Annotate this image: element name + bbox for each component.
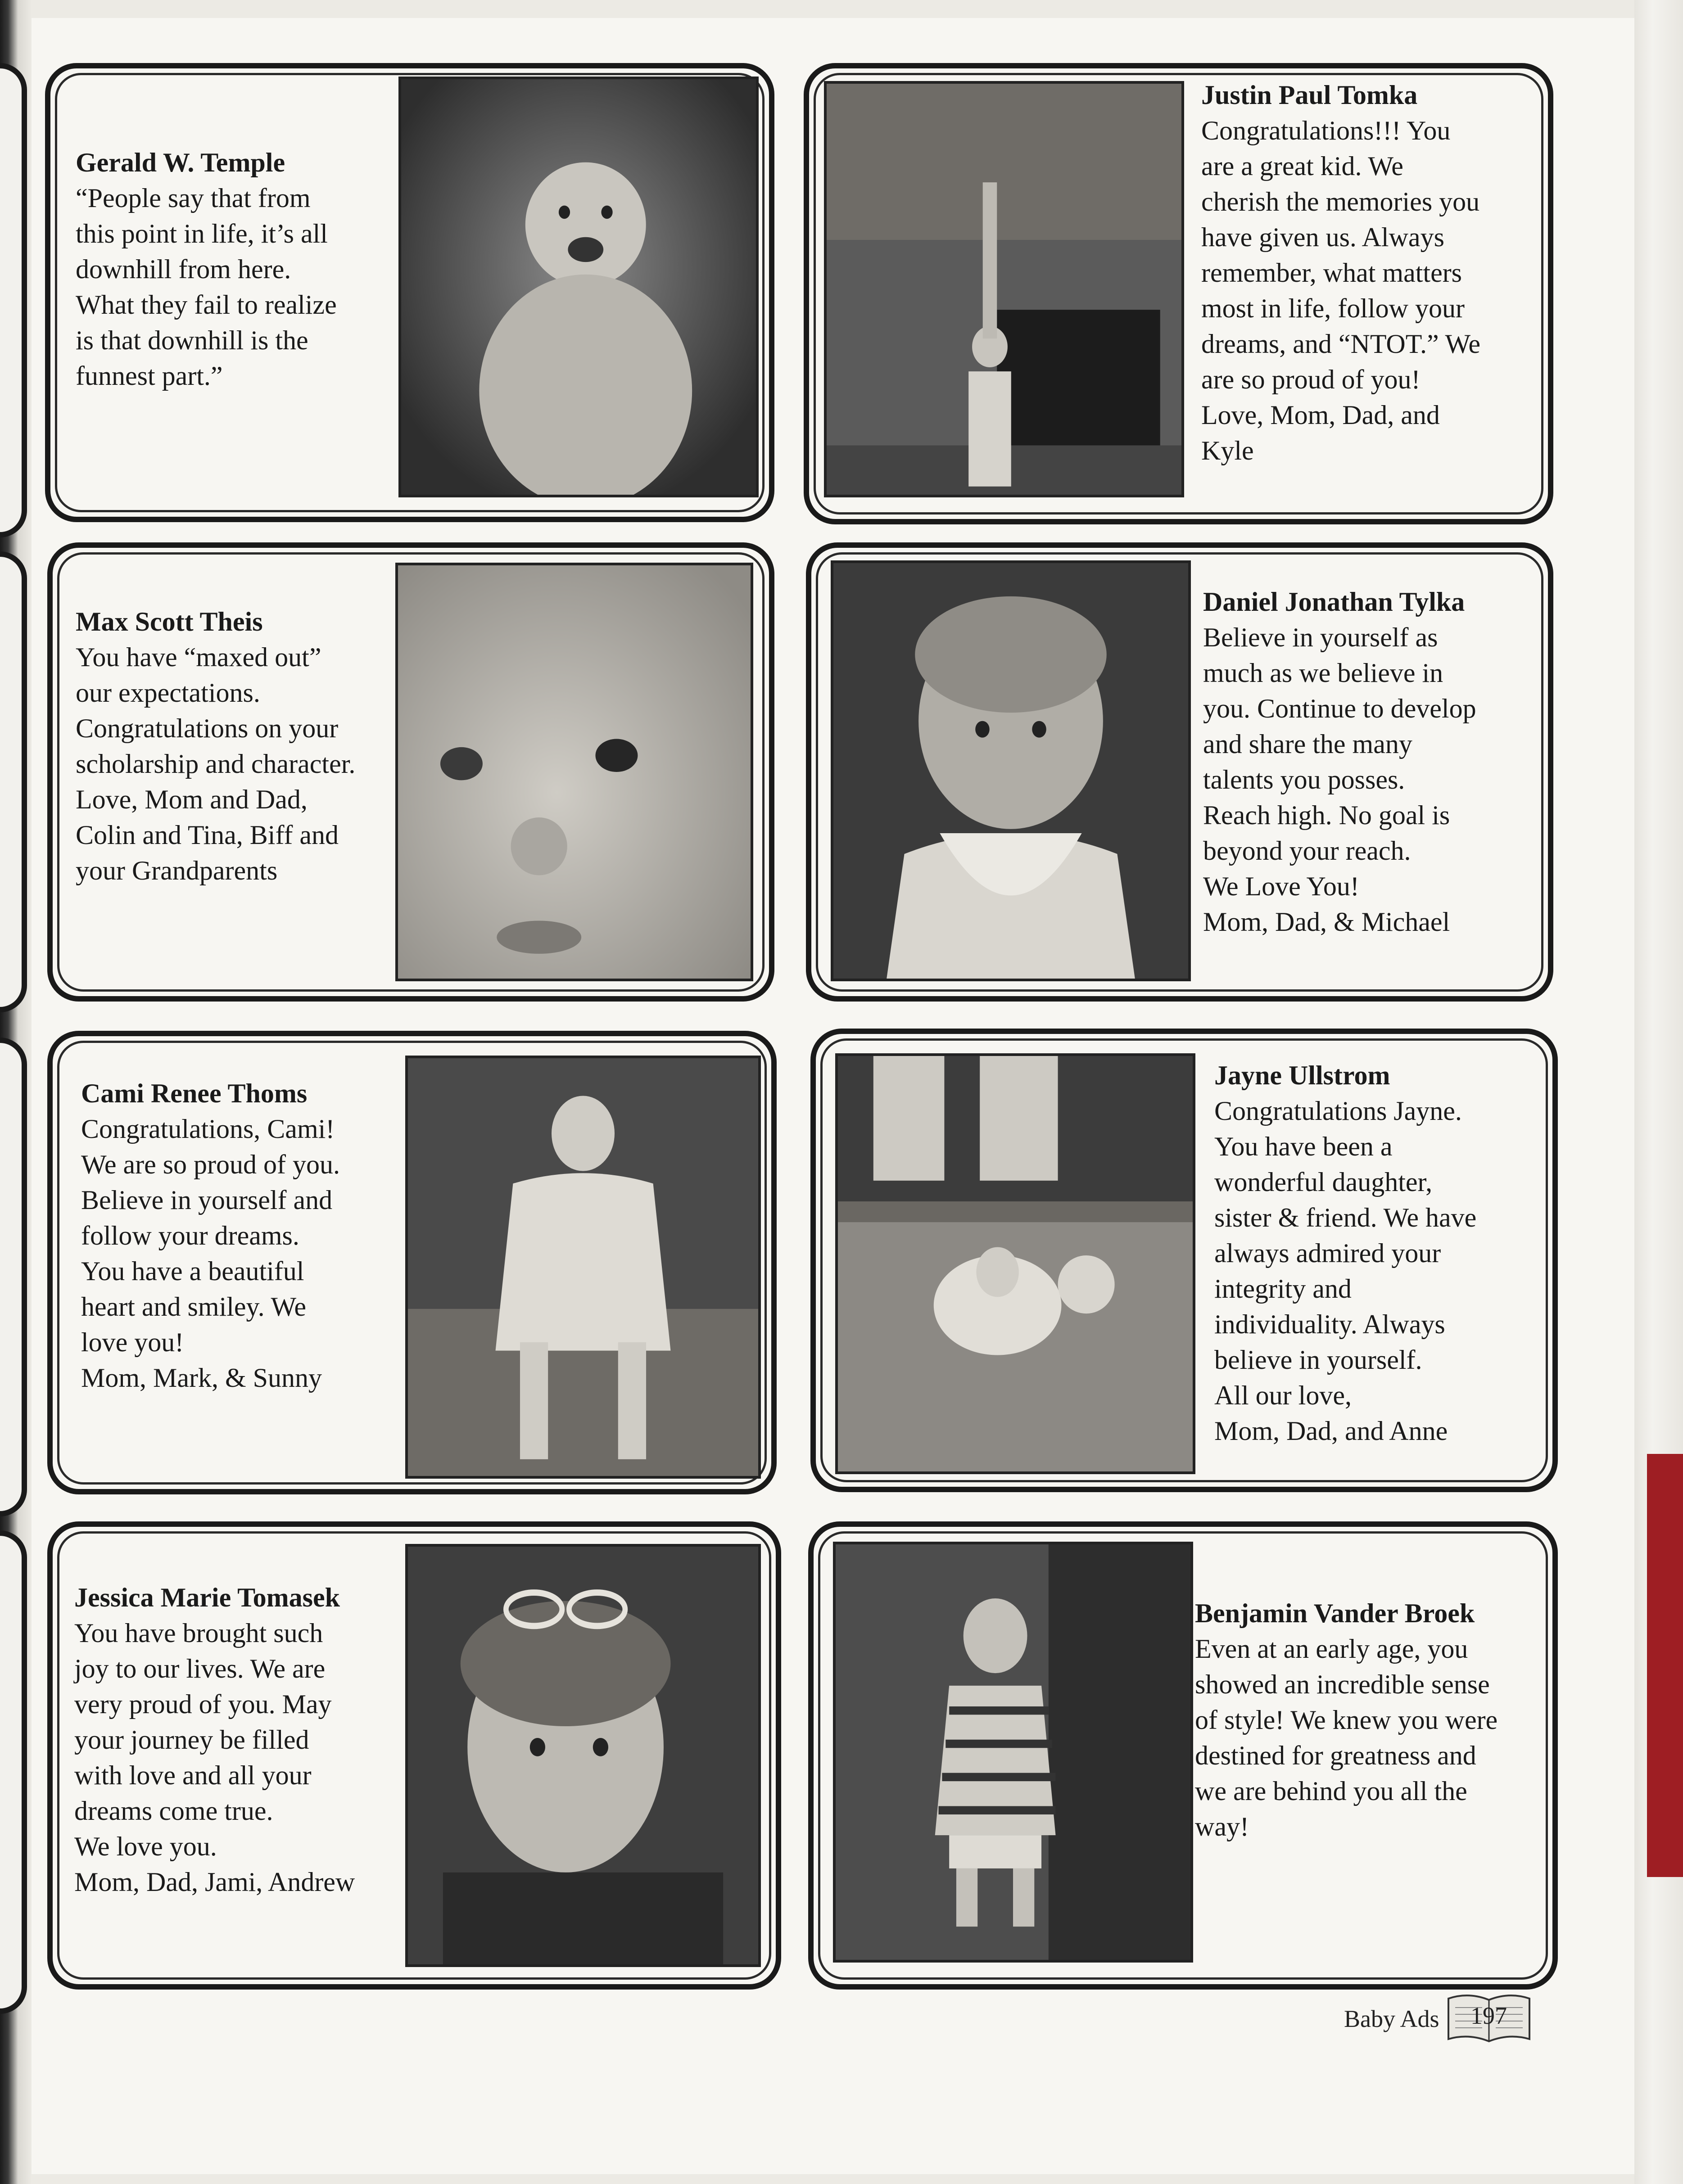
baby-photo [405, 1056, 761, 1479]
message-line: this point in life, it’s all [76, 219, 328, 248]
message-line: we are behind you all the [1195, 1776, 1467, 1806]
message-line: Congratulations Jayne. [1214, 1096, 1462, 1126]
message-line: cherish the memories you [1201, 187, 1480, 217]
message-line: Congratulations, Cami! [81, 1114, 335, 1144]
message-line: you. Continue to develop [1203, 694, 1476, 723]
child-name: Justin Paul Tomka [1201, 80, 1418, 110]
ad-message [76, 145, 337, 394]
message-line: remember, what matters [1201, 258, 1462, 288]
child-name: Daniel Jonathan Tylka [1203, 587, 1465, 617]
message-line: Even at an early age, you [1195, 1634, 1468, 1664]
message-line: You have brought such [74, 1618, 323, 1648]
message-line: We are so proud of you. [81, 1150, 340, 1179]
message-line: What they fail to realize [76, 290, 337, 320]
message-line: and share the many [1203, 729, 1412, 759]
baby-photo [405, 1544, 761, 1967]
message-line: your journey be filled [74, 1725, 309, 1755]
message-line: Love, Mom and Dad, [76, 785, 308, 814]
baby-photo [824, 81, 1184, 497]
message-line: All our love, [1214, 1381, 1352, 1410]
message-line: always admired your [1214, 1238, 1441, 1268]
message-line: beyond your reach. [1203, 836, 1411, 866]
message-line: Colin and Tina, Biff and [76, 820, 339, 850]
message-line: You have “maxed out” [76, 642, 321, 672]
message-line: our expectations. [76, 678, 260, 708]
message-line: We love you. [74, 1832, 217, 1861]
message-line: destined for greatness and [1195, 1741, 1476, 1770]
message-line: We Love You! [1203, 871, 1359, 901]
message-line: of style! We knew you were [1195, 1705, 1498, 1735]
message-line: talents you posses. [1203, 765, 1405, 794]
message-line: Congratulations on your [76, 713, 339, 743]
message-line: You have been a [1214, 1132, 1393, 1161]
message-line: sister & friend. We have [1214, 1203, 1477, 1232]
message-line: integrity and [1214, 1274, 1352, 1304]
message-line: with love and all your [74, 1760, 312, 1790]
message-line: Mom, Dad, & Michael [1203, 907, 1450, 937]
baby-photo [395, 563, 753, 981]
message-line: much as we believe in [1203, 658, 1443, 688]
child-name: Jessica Marie Tomasek [74, 1583, 340, 1612]
message-line: Mom, Dad, and Anne [1214, 1416, 1448, 1446]
facing-page-panel [0, 1530, 27, 2014]
message-line: very proud of you. May [74, 1689, 332, 1719]
message-line: Congratulations!!! You [1201, 116, 1451, 145]
message-line: most in life, follow your [1201, 293, 1465, 323]
message-line: dreams come true. [74, 1796, 273, 1826]
message-line: your Grandparents [76, 856, 278, 885]
message-line: joy to our lives. We are [74, 1654, 326, 1683]
message-line: Kyle [1201, 436, 1254, 465]
message-line: Mom, Dad, Jami, Andrew [74, 1867, 355, 1897]
message-line: You have a beautiful [81, 1256, 304, 1286]
message-line: dreams, and “NTOT.” We [1201, 329, 1480, 359]
message-line: Believe in yourself and [81, 1185, 333, 1215]
message-line: Reach high. No goal is [1203, 800, 1450, 830]
child-name: Jayne Ullstrom [1214, 1060, 1390, 1090]
message-line: funnest part.” [76, 361, 223, 391]
baby-photo [398, 77, 759, 497]
message-line: way! [1195, 1812, 1249, 1841]
section-label: Baby Ads [1344, 2005, 1439, 2032]
message-line: follow your dreams. [81, 1221, 299, 1250]
ad-message [1203, 584, 1476, 940]
message-line: have given us. Always [1201, 222, 1444, 252]
message-line: downhill from here. [76, 254, 291, 284]
message-line: wonderful daughter, [1214, 1167, 1433, 1197]
page-number: 197 [1470, 2002, 1507, 2029]
baby-photo [835, 1053, 1195, 1474]
message-line: are a great kid. We [1201, 151, 1403, 181]
message-line: are so proud of you! [1201, 365, 1421, 394]
ad-message [74, 1580, 355, 1900]
ad-message [1195, 1596, 1498, 1845]
message-line: individuality. Always [1214, 1309, 1445, 1339]
child-name: Max Scott Theis [76, 607, 263, 636]
message-line: Love, Mom, Dad, and [1201, 400, 1440, 430]
message-line: is that downhill is the [76, 325, 308, 355]
message-line: love you! [81, 1327, 184, 1357]
ad-message [76, 604, 355, 889]
facing-page-panel [0, 1038, 27, 1516]
child-name: Benjamin Vander Broek [1195, 1598, 1475, 1628]
message-line: “People say that from [76, 183, 311, 213]
baby-photo [831, 560, 1191, 981]
ad-message [81, 1076, 340, 1396]
baby-photo [833, 1542, 1193, 1963]
message-line: Believe in yourself as [1203, 623, 1438, 652]
message-line: believe in yourself. [1214, 1345, 1422, 1375]
message-line: heart and smiley. We [81, 1292, 307, 1322]
ad-message [1214, 1058, 1476, 1449]
ad-message [1201, 77, 1480, 469]
section-tab [1647, 1454, 1683, 1877]
child-name: Cami Renee Thoms [81, 1078, 308, 1108]
message-line: showed an incredible sense [1195, 1670, 1490, 1699]
message-line: Mom, Mark, & Sunny [81, 1363, 322, 1393]
facing-page-panel [0, 63, 27, 537]
child-name: Gerald W. Temple [76, 148, 285, 177]
facing-page-panel [0, 551, 27, 1012]
message-line: scholarship and character. [76, 749, 356, 779]
open-book-icon [1444, 1992, 1534, 2046]
page-footer [1344, 1992, 1534, 2046]
